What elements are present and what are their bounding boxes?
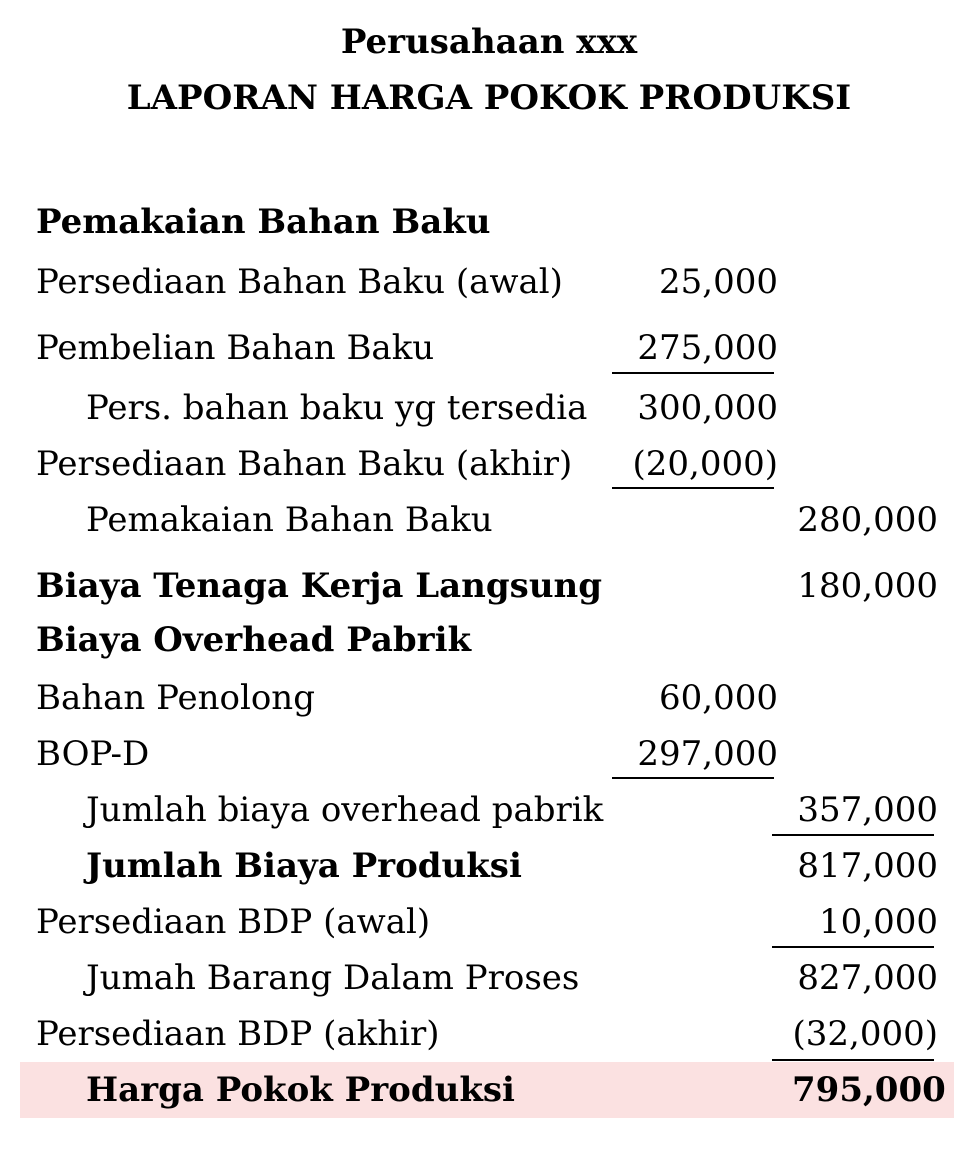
row-label: Jumah Barang Dalam Proses xyxy=(86,958,580,998)
row-label: Persediaan Bahan Baku (awal) xyxy=(36,262,563,302)
row-label: Harga Pokok Produksi xyxy=(86,1070,515,1110)
report-row xyxy=(20,194,954,250)
row-value-col2: 817,000 xyxy=(797,846,938,886)
row-label: Persediaan Bahan Baku (akhir) xyxy=(36,444,573,484)
report-row xyxy=(20,670,954,726)
row-value-col2: 357,000 xyxy=(797,790,938,830)
section-heading: Pemakaian Bahan Baku xyxy=(36,202,491,242)
section-heading: Biaya Tenaga Kerja Langsung xyxy=(36,566,603,606)
row-value-col2: 280,000 xyxy=(797,500,938,540)
underline-rule xyxy=(612,372,774,374)
underline-rule xyxy=(772,1059,934,1061)
report-row xyxy=(20,726,954,782)
report-row xyxy=(20,558,954,614)
report-row xyxy=(20,838,954,894)
report-title: LAPORAN HARGA POKOK PRODUKSI xyxy=(126,78,852,118)
report-row xyxy=(20,254,954,310)
report-row xyxy=(20,612,954,668)
report-row xyxy=(20,894,954,950)
row-value-col2: 795,000 xyxy=(792,1070,946,1110)
row-label: Jumlah biaya overhead pabrik xyxy=(86,790,604,830)
row-value-col1: 60,000 xyxy=(659,678,778,718)
report-row xyxy=(20,492,954,548)
row-value-col1: 25,000 xyxy=(659,262,778,302)
row-label: Jumlah Biaya Produksi xyxy=(86,846,522,886)
row-label: Pembelian Bahan Baku xyxy=(36,328,435,368)
row-value-col1: 300,000 xyxy=(637,388,778,428)
row-value-col1: 297,000 xyxy=(637,734,778,774)
row-value-col2: 827,000 xyxy=(797,958,938,998)
underline-rule xyxy=(772,834,934,836)
row-label: Pemakaian Bahan Baku xyxy=(86,500,493,540)
report-row xyxy=(20,436,954,492)
report-row xyxy=(20,782,954,838)
report-row xyxy=(20,1006,954,1062)
row-value-col2: 10,000 xyxy=(819,902,938,942)
row-value-col1: (20,000) xyxy=(632,444,778,484)
row-value-col2: 180,000 xyxy=(797,566,938,606)
section-heading: Biaya Overhead Pabrik xyxy=(36,620,472,660)
report-row xyxy=(20,380,954,436)
underline-rule xyxy=(772,946,934,948)
report-row xyxy=(20,320,954,376)
row-value-col2: (32,000) xyxy=(792,1014,938,1054)
company-name: Perusahaan xxx xyxy=(340,22,638,62)
row-value-col1: 275,000 xyxy=(637,328,778,368)
report-row xyxy=(20,950,954,1006)
row-label: BOP-D xyxy=(36,734,150,774)
row-label: Pers. bahan baku yg tersedia xyxy=(86,388,588,428)
underline-rule xyxy=(612,487,774,489)
row-label: Persediaan BDP (awal) xyxy=(36,902,431,942)
row-label: Bahan Penolong xyxy=(36,678,315,718)
total-row xyxy=(20,1062,954,1118)
row-label: Persediaan BDP (akhir) xyxy=(36,1014,440,1054)
underline-rule xyxy=(612,777,774,779)
